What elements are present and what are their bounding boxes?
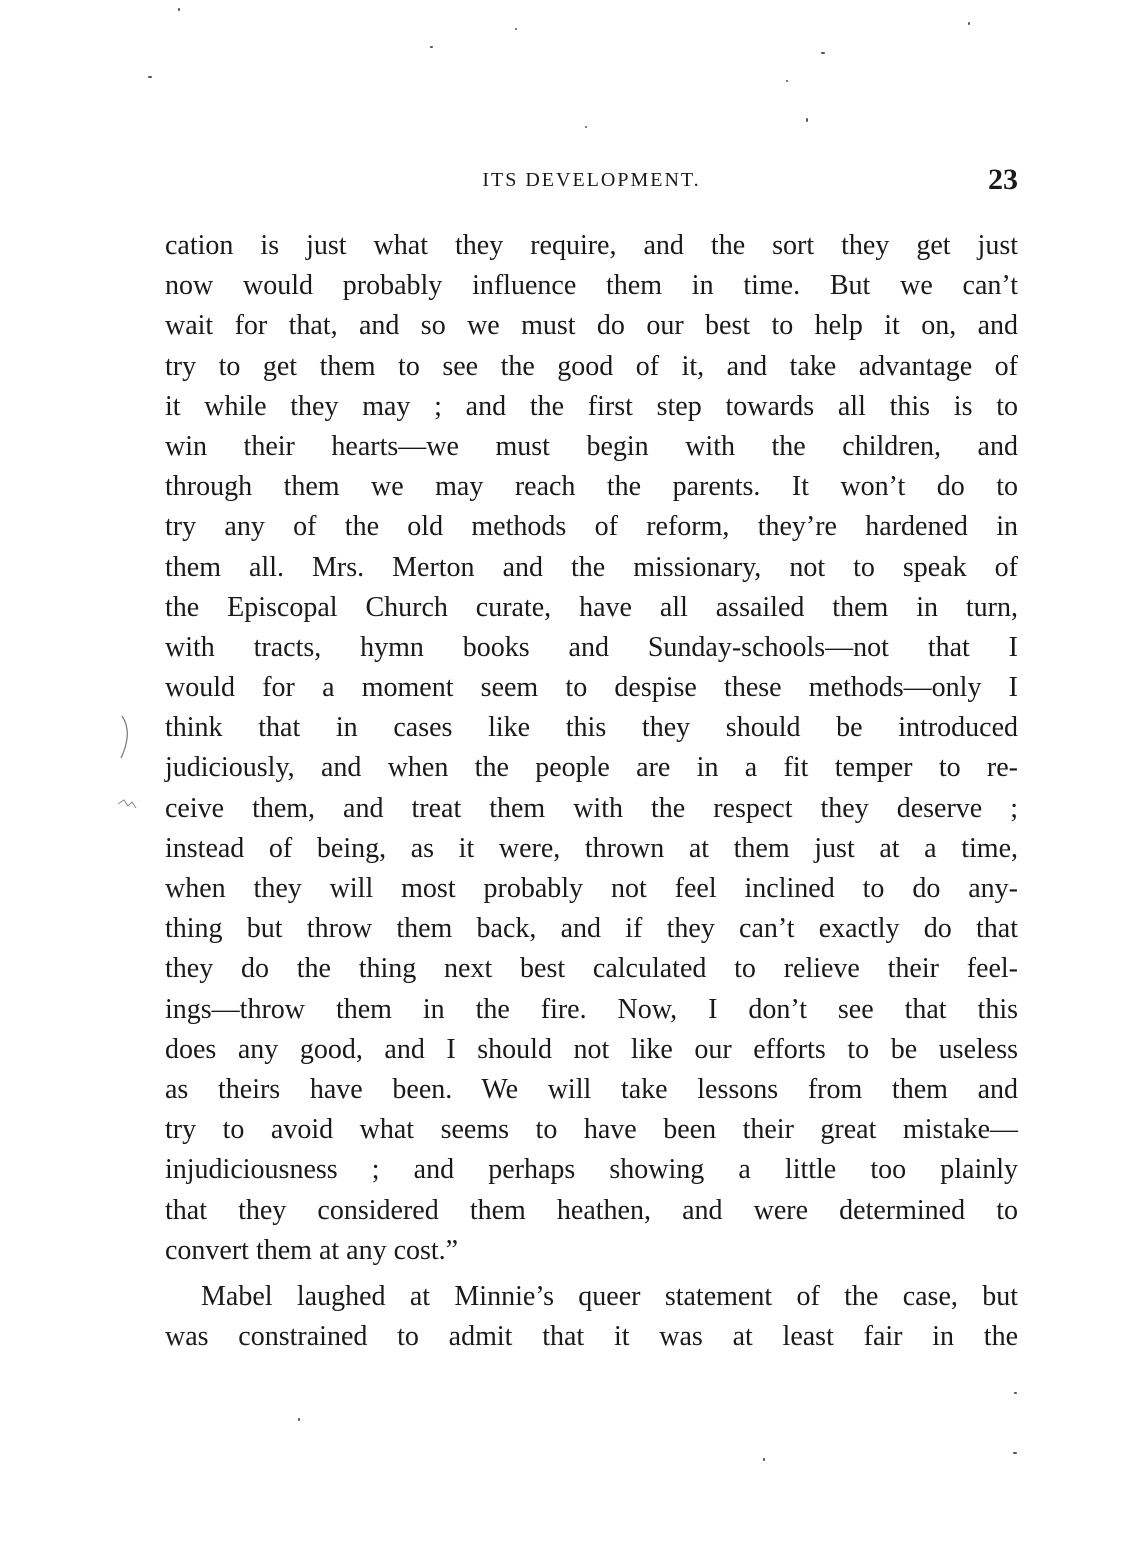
text-line: ings—throw them in the fire. Now, I don’t see that this xyxy=(165,993,1018,1025)
text-line: now would probably influence them in time. But we can’t xyxy=(165,270,1018,302)
paragraph xyxy=(165,226,1018,1271)
page-speck xyxy=(806,118,808,122)
text-line: Mabel laughed at Minnie’s queer statement of the case, but xyxy=(201,1280,1018,1312)
body-text xyxy=(165,226,1018,1357)
running-title: ITS DEVELOPMENT. xyxy=(482,169,701,191)
page-speck xyxy=(298,1418,300,1421)
text-line: think that in cases like this they should be introduced xyxy=(165,712,1018,744)
page-speck xyxy=(763,1458,765,1461)
text-line: it while they may ; and the first step towards all this is to xyxy=(165,390,1018,422)
page-speck xyxy=(1013,1452,1017,1454)
text-line: try any of the old methods of reform, they’re hardened in xyxy=(165,511,1018,543)
text-line: as theirs have been. We will take lessons from them and xyxy=(165,1073,1018,1105)
text-line: judiciously, and when the people are in a fit temper to re- xyxy=(165,752,1018,784)
margin-pencil-mark xyxy=(112,714,142,824)
text-line: the Episcopal Church curate, have all assailed them in turn, xyxy=(165,591,1018,623)
page-speck xyxy=(148,76,152,78)
text-line: ceive them, and treat them with the respect they deserve ; xyxy=(165,792,1018,824)
text-line: when they will most probably not feel inclined to do any- xyxy=(165,873,1018,904)
page-speck xyxy=(178,8,180,11)
text-line: instead of being, as it were, thrown at them just at a time, xyxy=(165,832,1018,864)
text-line: would for a moment seem to despise these methods—only I xyxy=(165,672,1018,704)
text-line: injudiciousness ; and perhaps showing a little too plainly xyxy=(165,1154,1018,1186)
text-line: they do the thing next best calculated to relieve their feel- xyxy=(165,953,1018,985)
text-line: convert them at any cost.” xyxy=(165,1234,459,1266)
page-speck xyxy=(430,46,433,48)
text-line: through them we may reach the parents. It won’t do to xyxy=(165,471,1018,503)
running-head xyxy=(165,163,1018,199)
text-line: thing but throw them back, and if they can’t exactly do that xyxy=(165,913,1018,945)
page-speck xyxy=(786,80,788,82)
text-line: with tracts, hymn books and Sunday-schools—not that I xyxy=(165,631,1018,663)
text-line: try to avoid what seems to have been their great mistake— xyxy=(165,1114,1018,1146)
text-line: wait for that, and so we must do our best to help it on, and xyxy=(165,310,1018,342)
text-line: try to get them to see the good of it, and take advantage of xyxy=(165,350,1018,382)
text-line: that they considered them heathen, and were determined to xyxy=(165,1194,1018,1226)
text-line: does any good, and I should not like our efforts to be useless xyxy=(165,1033,1018,1065)
page-speck xyxy=(1014,1392,1017,1394)
page-speck xyxy=(968,22,970,25)
text-line: win their hearts—we must begin with the children, and xyxy=(165,430,1018,462)
page-speck xyxy=(821,52,825,54)
text-line: them all. Mrs. Merton and the missionary, not to speak of xyxy=(165,551,1018,583)
text-line: was constrained to admit that it was at least fair in the xyxy=(165,1321,1018,1353)
text-line: cation is just what they require, and the sort they get just xyxy=(165,230,1018,261)
page-speck xyxy=(515,28,517,30)
paragraph xyxy=(165,1277,1018,1357)
page-number: 23 xyxy=(988,163,1018,196)
page-speck xyxy=(585,126,587,128)
